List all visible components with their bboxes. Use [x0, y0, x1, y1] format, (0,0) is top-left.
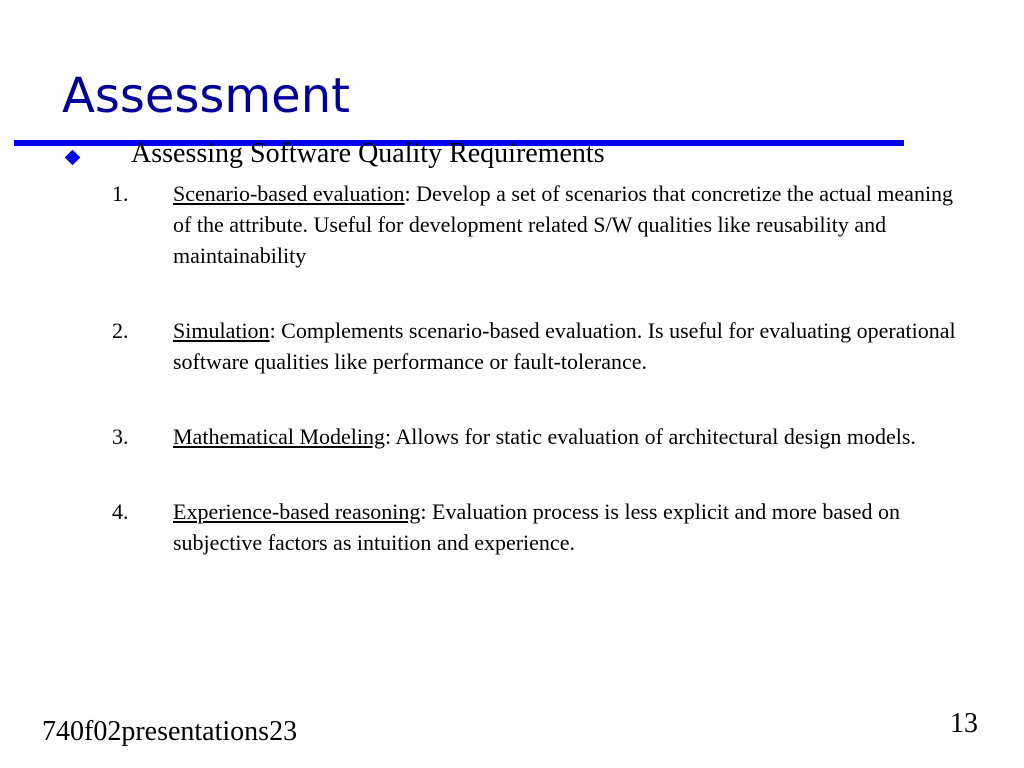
diamond-icon [65, 149, 81, 165]
list-item-body [173, 421, 963, 452]
list-item-term: Simulation [173, 318, 270, 343]
main-bullet [64, 138, 605, 170]
list-item [112, 178, 972, 271]
list-item-number: 4. [112, 499, 129, 524]
list-item-description: : Develop a set of scenarios that concretize the actual meaning of the attribute. Useful for development related S/W qualities like reusability and maintainability [173, 181, 954, 268]
list-item [112, 421, 972, 452]
list-item-description: : Evaluation process is less explicit and more based on subjective factors as intuition and experience. [173, 499, 900, 555]
list-item-term: Mathematical Modeling [173, 424, 385, 449]
main-bullet-text: Assessing Software Quality Requirements [131, 138, 605, 169]
list-item-body [173, 178, 963, 271]
list-item-term: Experience-based reasoning [173, 499, 421, 524]
assessment-methods-list [112, 178, 972, 558]
list-item [112, 315, 972, 377]
list-item [112, 496, 972, 558]
page-number: 13 [950, 708, 978, 739]
slide-title: Assessment [62, 68, 350, 124]
list-item-number: 1. [112, 181, 129, 206]
list-item-description: : Allows for static evaluation of architectural design models. [385, 424, 916, 449]
list-item-number: 2. [112, 318, 129, 343]
list-item-number: 3. [112, 424, 129, 449]
list-item-body [173, 496, 963, 558]
list-item-body [173, 315, 963, 377]
list-item-description: : Complements scenario-based evaluation. Is useful for evaluating operational software qualities like performance or fault-tolerance. [173, 318, 956, 374]
footer-text: 740f02presentations23 [42, 716, 298, 747]
list-item-term: Scenario-based evaluation [173, 181, 405, 206]
